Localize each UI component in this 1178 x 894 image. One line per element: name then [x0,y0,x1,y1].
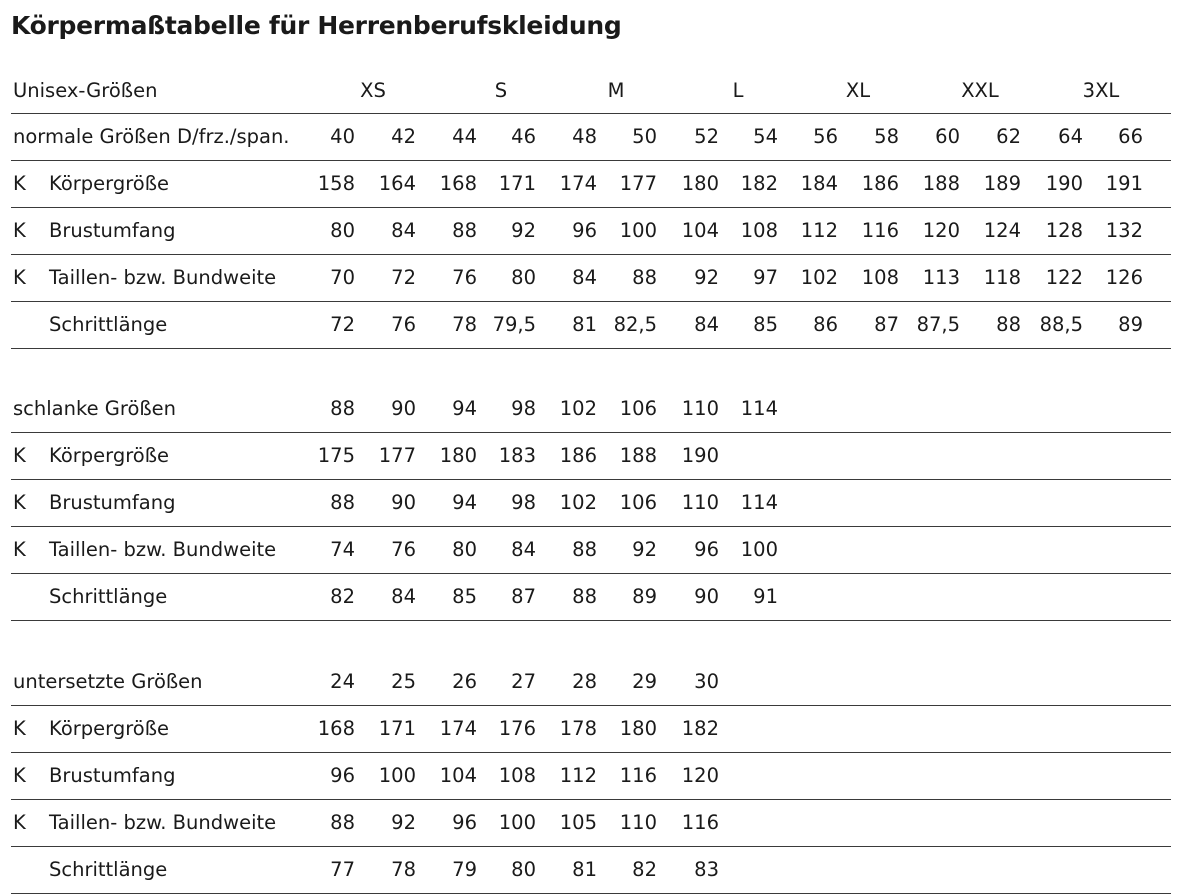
measurement-value: 96 [694,538,719,561]
measurement-value: 100 [740,538,778,561]
measurement-value: 178 [559,717,597,740]
measurement-value: 92 [632,538,657,561]
measurement-value: 191 [1105,172,1143,195]
measurement-value: 70 [330,266,355,289]
measurement-value: 113 [922,266,960,289]
measurement-value: 186 [559,444,597,467]
measurement-value: 98 [511,491,536,514]
size-header-row [11,659,1171,706]
size-header-cell: 62 [996,125,1021,148]
unisex-size-cell: M [607,79,625,102]
size-table-3 [11,659,1171,894]
measurement-value: 89 [1118,313,1143,336]
size-header-cell: 28 [572,670,597,693]
measurement-label: Taillen- bzw. Bundweite [49,266,277,289]
measurement-value: 97 [753,266,778,289]
measurement-row [11,161,1171,208]
measurement-value: 76 [452,266,477,289]
measurement-row [11,753,1171,800]
measurement-value: 76 [391,313,416,336]
measurement-value: 86 [813,313,838,336]
size-header-cell: 46 [511,125,536,148]
measurement-value: 89 [632,585,657,608]
measurement-label: Schrittlänge [49,313,168,336]
measurement-value: 184 [800,172,838,195]
measurement-value: 171 [498,172,536,195]
measurement-value: 183 [498,444,536,467]
size-header-cell: 27 [511,670,536,693]
body-measure-marker: K [13,811,26,834]
measurement-value: 88,5 [1039,313,1083,336]
size-header-cell: 44 [452,125,477,148]
measurement-value: 90 [694,585,719,608]
unisex-size-cell: XS [360,79,386,102]
measurement-value: 180 [681,172,719,195]
measurement-label: Brustumfang [49,764,176,787]
measurement-value: 72 [391,266,416,289]
measurement-value: 87,5 [916,313,960,336]
measurement-value: 126 [1105,266,1143,289]
size-group-label: schlanke Größen [13,397,177,420]
measurement-value: 180 [439,444,477,467]
measurement-value: 87 [511,585,536,608]
body-measure-marker: K [13,764,26,787]
measurement-value: 84 [391,585,416,608]
measurement-value: 112 [800,219,838,242]
measurement-value: 116 [861,219,899,242]
measurement-value: 188 [619,444,657,467]
size-group-label: normale Größen D/frz./span. [13,125,290,148]
measurement-value: 80 [452,538,477,561]
measurement-value: 180 [619,717,657,740]
measurement-value: 87 [874,313,899,336]
measurement-value: 182 [740,172,778,195]
measurement-value: 96 [330,764,355,787]
size-header-cell: 114 [740,397,778,420]
size-header-cell: 110 [681,397,719,420]
measurement-value: 84 [694,313,719,336]
measurement-row [11,800,1171,847]
body-measure-marker: K [13,219,26,242]
measurement-value: 128 [1045,219,1083,242]
unisex-label: Unisex-Größen [13,79,158,102]
measurement-row [11,706,1171,753]
measurement-value: 108 [740,219,778,242]
body-measure-marker: K [13,444,26,467]
measurement-label: Taillen- bzw. Bundweite [49,811,277,834]
measurement-value: 124 [983,219,1021,242]
measurement-row [11,480,1171,527]
measurement-value: 110 [681,491,719,514]
measurement-value: 171 [378,717,416,740]
size-table-1 [11,68,1171,349]
measurement-row [11,527,1171,574]
size-header-cell: 26 [452,670,477,693]
size-header-cell: 60 [935,125,960,148]
measurement-value: 110 [619,811,657,834]
measurement-value: 82 [632,858,657,881]
measurement-value: 182 [681,717,719,740]
measurement-label: Schrittlänge [49,585,168,608]
measurement-value: 88 [572,538,597,561]
measurement-value: 186 [861,172,899,195]
measurement-value: 80 [511,858,536,881]
measurement-value: 175 [317,444,355,467]
size-header-cell: 48 [572,125,597,148]
size-header-cell: 54 [753,125,778,148]
body-measure-marker: K [13,266,26,289]
measurement-label: Körpergröße [49,172,169,195]
measurement-row [11,433,1171,480]
measurement-value: 79,5 [492,313,536,336]
size-header-cell: 56 [813,125,838,148]
measurement-value: 88 [996,313,1021,336]
measurement-value: 120 [922,219,960,242]
measurement-value: 81 [572,858,597,881]
measurement-value: 114 [740,491,778,514]
measurement-value: 190 [681,444,719,467]
body-measure-marker: K [13,538,26,561]
measurement-value: 82 [330,585,355,608]
measurement-value: 92 [391,811,416,834]
size-header-row [11,386,1171,433]
size-header-cell: 66 [1118,125,1143,148]
size-header-cell: 94 [452,397,477,420]
measurement-value: 174 [439,717,477,740]
measurement-label: Körpergröße [49,444,169,467]
measurement-value: 100 [619,219,657,242]
measurement-value: 108 [498,764,536,787]
size-header-cell: 24 [330,670,355,693]
page-title: Körpermaßtabelle für Herrenberufskleidung [11,11,622,40]
measurement-value: 88 [572,585,597,608]
measurement-value: 78 [452,313,477,336]
measurement-value: 104 [439,764,477,787]
measurement-value: 112 [559,764,597,787]
unisex-size-cell: XL [845,79,871,102]
measurement-row [11,255,1171,302]
measurement-value: 100 [378,764,416,787]
size-header-cell: 42 [391,125,416,148]
measurement-value: 164 [378,172,416,195]
measurement-label: Taillen- bzw. Bundweite [49,538,277,561]
unisex-size-cell: L [732,79,744,102]
measurement-value: 88 [452,219,477,242]
measurement-value: 100 [498,811,536,834]
size-header-row [11,114,1171,161]
measurement-value: 92 [694,266,719,289]
measurement-value: 82,5 [613,313,657,336]
measurement-value: 158 [317,172,355,195]
measurement-value: 176 [498,717,536,740]
size-table-2 [11,386,1171,621]
unisex-size-cell: 3XL [1082,79,1120,102]
measurement-value: 118 [983,266,1021,289]
measurement-value: 84 [391,219,416,242]
measurement-value: 83 [694,858,719,881]
measurement-value: 79 [452,858,477,881]
size-header-cell: 102 [559,397,597,420]
measurement-value: 168 [439,172,477,195]
measurement-value: 88 [330,811,355,834]
measurement-value: 78 [391,858,416,881]
measurement-value: 189 [983,172,1021,195]
measurement-value: 105 [559,811,597,834]
measurement-value: 92 [511,219,536,242]
body-measure-marker: K [13,491,26,514]
body-measure-marker: K [13,717,26,740]
measurement-label: Körpergröße [49,717,169,740]
measurement-value: 81 [572,313,597,336]
size-header-cell: 29 [632,670,657,693]
measurement-value: 94 [452,491,477,514]
measurement-value: 96 [452,811,477,834]
measurement-value: 96 [572,219,597,242]
measurement-value: 102 [559,491,597,514]
size-header-cell: 98 [511,397,536,420]
measurement-label: Brustumfang [49,219,176,242]
unisex-size-row [11,68,1171,114]
measurement-value: 84 [511,538,536,561]
measurement-row [11,208,1171,255]
measurement-value: 84 [572,266,597,289]
measurement-value: 90 [391,491,416,514]
size-group-label: untersetzte Größen [13,670,203,693]
size-header-cell: 88 [330,397,355,420]
size-header-cell: 50 [632,125,657,148]
measurement-value: 77 [330,858,355,881]
measurement-value: 174 [559,172,597,195]
measurement-value: 76 [391,538,416,561]
measurement-value: 177 [619,172,657,195]
measurement-value: 120 [681,764,719,787]
measurement-value: 108 [861,266,899,289]
size-header-cell: 58 [874,125,899,148]
measurement-value: 132 [1105,219,1143,242]
measurement-value: 106 [619,491,657,514]
body-measure-marker: K [13,172,26,195]
measurement-value: 85 [452,585,477,608]
size-header-cell: 25 [391,670,416,693]
size-header-cell: 90 [391,397,416,420]
size-header-cell: 106 [619,397,657,420]
measurement-value: 122 [1045,266,1083,289]
measurement-value: 116 [619,764,657,787]
size-header-cell: 64 [1058,125,1083,148]
measurement-value: 85 [753,313,778,336]
measurement-value: 177 [378,444,416,467]
measurement-value: 74 [330,538,355,561]
measurement-value: 88 [330,491,355,514]
measurement-value: 104 [681,219,719,242]
measurement-value: 91 [753,585,778,608]
measurement-label: Brustumfang [49,491,176,514]
measurement-value: 116 [681,811,719,834]
measurement-value: 188 [922,172,960,195]
measurement-row [11,302,1171,349]
measurement-value: 168 [317,717,355,740]
size-header-cell: 30 [694,670,719,693]
measurement-row [11,847,1171,894]
unisex-size-cell: S [494,79,508,102]
measurement-value: 80 [511,266,536,289]
measurement-value: 88 [632,266,657,289]
measurement-value: 72 [330,313,355,336]
size-header-cell: 40 [330,125,355,148]
measurement-row [11,574,1171,621]
measurement-value: 80 [330,219,355,242]
size-header-cell: 52 [694,125,719,148]
measurement-value: 102 [800,266,838,289]
measurement-value: 190 [1045,172,1083,195]
unisex-size-cell: XXL [961,79,999,102]
measurement-label: Schrittlänge [49,858,168,881]
